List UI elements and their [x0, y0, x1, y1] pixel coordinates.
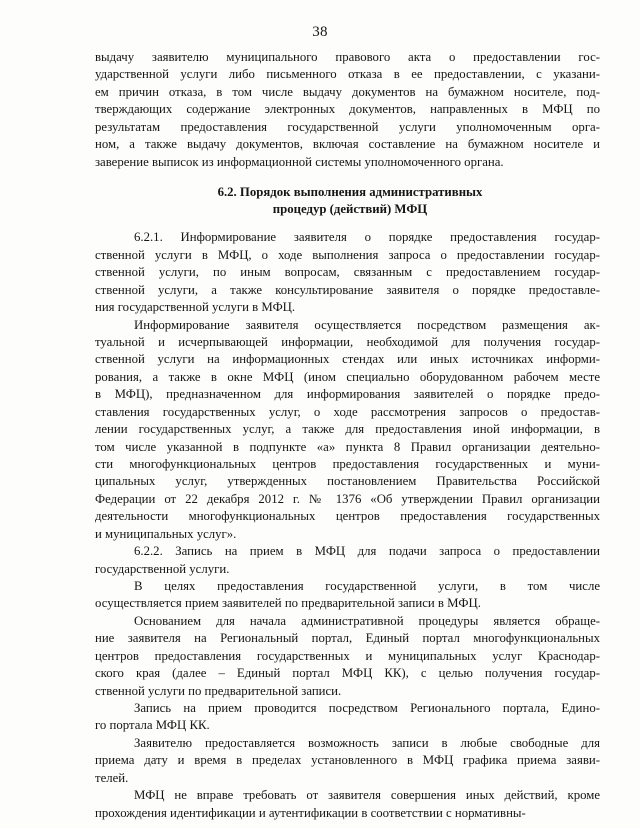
paragraph-line: рования, а также в окне МФЦ (ином специально оборудованном рабочем месте	[95, 369, 600, 384]
paragraph-line: ственной услуги в МФЦ, о ходе выполнения запроса о предоставлении государ-	[95, 247, 600, 262]
paragraph-line: МФЦ не вправе требовать от заявителя совершения иных действий, кроме	[134, 788, 600, 803]
paragraph-line: го портала МФЦ КК.	[95, 718, 210, 733]
paragraph-line: ния государственной услуги в МФЦ.	[95, 300, 296, 315]
paragraph-line: ние заявителя на Региональный портал, Единый портал многофункциональных	[95, 631, 600, 646]
paragraph-line: ственной услуги, а также консультирование заявителя о порядке предоставле-	[95, 282, 600, 297]
paragraph-line: ципальных услуг, утвержденных постановлением Правительства Российской	[95, 474, 600, 489]
paragraph-line: ственной услуги по предварительной записи.	[95, 683, 342, 698]
paragraph-line: центров предоставления государственных и муниципальных услуг Краснодар-	[95, 648, 600, 663]
section-heading: процедур (действий) МФЦ	[272, 202, 428, 217]
paragraph-line: приема дату и время в пределах установленного в МФЦ графика приема заяви-	[95, 753, 600, 768]
paragraph-line: 6.2.1. Информирование заявителя о порядке предоставления государ-	[134, 230, 600, 245]
paragraph-line: и муниципальных услуг».	[95, 526, 237, 541]
paragraph-line: Основанием для начала административной процедуры является обраще-	[134, 613, 600, 628]
paragraph-line: 6.2.2. Запись на прием в МФЦ для подачи запроса о предоставлении	[134, 544, 600, 559]
paragraph-line: осуществляется прием заявителей по предварительной записи в МФЦ.	[95, 596, 481, 611]
paragraph-line: том числе указанной в подпункте «а» пункта 8 Правил организации деятельно-	[95, 439, 600, 454]
paragraph-line: телей.	[95, 770, 129, 785]
paragraph-line: ном, а также выдачу документов, включая составление на бумажном носителе и	[95, 137, 600, 152]
paragraph-line: ственной услуги, по иным вопросам, связанным с предоставлением государ-	[95, 265, 600, 280]
paragraph-line: ударственной услуги либо письменного отказа в ее предоставлении, с указани-	[95, 67, 600, 82]
paragraph-line: Заявителю предоставляется возможность записи в любые свободные для	[134, 735, 600, 750]
paragraph-line: ственной услуги на информационных стендах или иных источниках информи-	[95, 352, 600, 367]
paragraph-line: туальной и исчерпывающей информации, необходимой для получения государ-	[95, 335, 600, 350]
paragraph-line: тверждающих содержание электронных документов, направленных в МФЦ по	[95, 102, 600, 117]
paragraph-line: сти многофункциональных центров предоставления государственных и муни-	[95, 457, 600, 471]
paragraph-line: в МФЦ), предназначенном для информирования заявителей о порядке предо-	[95, 387, 600, 402]
paragraph-line: Федерации от 22 декабря 2012 г. № 1376 «Об утверждении Правил организации	[95, 491, 600, 506]
paragraph-line: ставления государственных услуг, о ходе рассмотрения запросов о предостав-	[95, 404, 600, 419]
paragraph-line: деятельности многофункциональных центров предоставления государственных	[95, 509, 600, 524]
paragraph-line: заверение выписок из информационной системы уполномоченного органа.	[95, 154, 504, 169]
page-number: 38	[312, 24, 328, 40]
paragraph-line: лении государственных услуг, а также для предоставления иной информации, в	[95, 422, 600, 437]
paragraph-line: государственной услуги.	[95, 561, 230, 576]
paragraph-line: Запись на прием проводится посредством Регионального портала, Едино-	[134, 701, 600, 715]
paragraph-line: ем причин отказа, в том числе выдачу документов на бумажном носителе, под-	[95, 84, 600, 99]
paragraph-line: ского края (далее – Единый портал МФЦ КК), с целью получения государ-	[95, 666, 600, 681]
paragraph-line: результатам предоставления государственной услуги уполномоченным орга-	[95, 119, 600, 134]
paragraph-line: Информирование заявителя осуществляется посредством размещения ак-	[134, 317, 600, 332]
paragraph-line: В целях предоставления государственной услуги, в том числе	[134, 579, 600, 593]
section-heading: 6.2. Порядок выполнения административных	[217, 184, 483, 199]
paragraph-line: прохождения идентификации и аутентификации в соответствии с нормативны-	[95, 805, 526, 820]
paragraph-line: выдачу заявителю муниципального правового акта о предоставлении гос-	[95, 50, 600, 64]
